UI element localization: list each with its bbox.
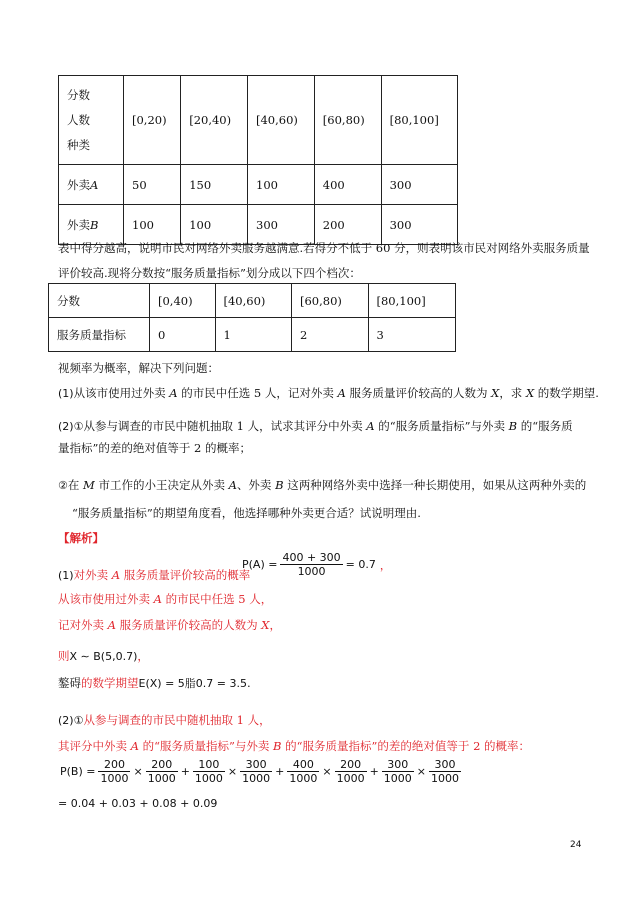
- text: 、外卖: [236, 478, 276, 492]
- denominator: 1000: [383, 772, 412, 785]
- text: 则: [58, 649, 70, 663]
- denominator: 1000: [431, 772, 460, 785]
- text: 的“服务质: [517, 419, 573, 433]
- text: 服务质量评价较高的人数为: [115, 618, 262, 632]
- question-number: (1): [58, 387, 74, 400]
- solution-step-2: [58, 591, 272, 607]
- var: B: [275, 478, 284, 492]
- denominator: 1000: [147, 772, 176, 785]
- table-cell: 300: [381, 205, 457, 245]
- binomial-expression: X ∼ B(5,0.7): [69, 650, 138, 663]
- table-cell: 400: [314, 165, 381, 205]
- table-cell: 100: [124, 205, 181, 245]
- text: 从参与调查的市民中随机抽取 1 人，: [83, 713, 271, 727]
- quality-index-table: [48, 283, 456, 352]
- fraction: [287, 758, 319, 785]
- column-header: [60,80): [292, 284, 369, 318]
- numerator: 200: [146, 758, 178, 772]
- probability-formula-a: [240, 551, 393, 578]
- expectation-expression: E(X) = 5脂0.7 = 3.5: [138, 677, 247, 690]
- text: 的“服务质量指标”与外卖: [138, 739, 274, 753]
- column-header: [80,100]: [368, 284, 456, 318]
- var: X: [261, 618, 270, 632]
- question-2-part-2-line-2: “服务质量指标”的期望角度看，他选择哪种外卖更合适？试说明理由.: [72, 506, 421, 520]
- column-header: [60,80): [314, 76, 381, 165]
- solution-step-4: [58, 648, 149, 665]
- var: A: [366, 419, 375, 433]
- table-cell: 3: [368, 318, 456, 352]
- text: 的“服务质量指标”的差的绝对值等于 2 的概率：: [281, 739, 531, 753]
- circle-marker: ①: [73, 420, 84, 433]
- text: 记对外卖: [58, 618, 108, 632]
- table-cell: 0: [150, 318, 216, 352]
- row-label-text: 外卖: [67, 217, 90, 232]
- punct: .: [246, 676, 251, 690]
- times-sign: ×: [322, 765, 332, 778]
- numerator: 300: [429, 758, 461, 772]
- text: 的市民中任选 5 人，记对外卖: [177, 386, 338, 400]
- diagonal-header-cell: [59, 76, 124, 165]
- table-row: [59, 205, 458, 245]
- intro-text-line-1: 表中得分越高，说明市民对网络外卖服务越满意.若得分不低于 60 分，则表明该市民对网络外卖服务质量: [58, 241, 590, 255]
- numerator: 100: [193, 758, 225, 772]
- numerator: 400 + 300: [282, 551, 341, 564]
- circle-marker: ②: [58, 479, 68, 492]
- text: 从该市使用过外卖: [58, 592, 154, 606]
- column-header: [40,60): [248, 76, 315, 165]
- table-cell: 100: [181, 205, 248, 245]
- numerator: 300: [240, 758, 272, 772]
- table-cell: 2: [292, 318, 369, 352]
- text: 其评分中外卖: [58, 739, 131, 753]
- plus-sign: +: [180, 765, 190, 778]
- table-header-row: [59, 76, 458, 165]
- text: 的市民中任选 5 人，: [161, 592, 273, 606]
- solution-step-3: [58, 617, 281, 633]
- column-header: [80,100]: [381, 76, 457, 165]
- table-cell: 300: [248, 205, 315, 245]
- question-2-part-2: [58, 477, 586, 494]
- text: 在: [67, 478, 84, 492]
- solution-step-1: [58, 567, 250, 584]
- times-sign: ×: [133, 765, 143, 778]
- text: 服务质量评价较高的人数为: [345, 386, 492, 400]
- header-line-type: 种类: [67, 137, 90, 152]
- var: B: [273, 739, 282, 753]
- denominator: 1000: [242, 772, 271, 785]
- table-row: [59, 165, 458, 205]
- table-cell: 100: [248, 165, 315, 205]
- row-label-b: [59, 205, 124, 245]
- fraction: [193, 758, 225, 785]
- numerator: 200: [335, 758, 367, 772]
- column-header: [40,60): [215, 284, 292, 318]
- question-2-part-1-line-2: 量指标”的差的绝对值等于 2 的概率；: [58, 441, 252, 455]
- probability-formula-b: [58, 758, 462, 785]
- question-2-part-1: [58, 418, 573, 435]
- formula-rhs: = 0.7: [345, 558, 376, 571]
- times-sign: ×: [416, 765, 427, 778]
- var: A: [111, 568, 121, 582]
- numerator: 300: [382, 758, 414, 772]
- row-label-var: A: [90, 177, 99, 192]
- fraction: [335, 758, 367, 785]
- plus-sign: +: [275, 765, 285, 778]
- var: A: [153, 592, 162, 606]
- row-label-a: [59, 165, 124, 205]
- var: A: [228, 478, 237, 492]
- fraction: [240, 758, 272, 785]
- text: 对外卖: [73, 568, 112, 582]
- row-label-text: 外卖: [67, 177, 90, 192]
- punct: ，: [379, 558, 391, 572]
- header-line-score: 分数: [67, 87, 90, 102]
- var: A: [337, 386, 346, 400]
- text: 从参与调查的市民中随机抽取 1 人，试求其评分中外卖: [83, 419, 367, 433]
- fraction: [280, 551, 342, 578]
- denominator: 1000: [194, 772, 223, 785]
- formula-lhs: P(B) =: [60, 765, 96, 778]
- score-distribution-table: [58, 75, 458, 245]
- table-cell: 200: [314, 205, 381, 245]
- text: 市工作的小王决定从外卖: [94, 478, 229, 492]
- table-cell: 150: [181, 165, 248, 205]
- probability-sum: = 0.04 + 0.03 + 0.08 + 0.09: [58, 797, 218, 810]
- column-header: [0,40): [150, 284, 216, 318]
- var: A: [169, 386, 178, 400]
- solution-step-5: [58, 675, 251, 692]
- step-number: (1): [58, 569, 74, 582]
- column-header: [0,20): [124, 76, 181, 165]
- punct: ，: [137, 649, 149, 663]
- text: ，求: [499, 386, 526, 400]
- text: 的数学期望: [81, 676, 139, 690]
- table-cell: 1: [215, 318, 292, 352]
- fraction: [429, 758, 461, 785]
- table-cell: 300: [381, 165, 457, 205]
- fraction: [146, 758, 178, 785]
- question-number: (2): [58, 420, 74, 433]
- table-row: [49, 284, 456, 318]
- plus-sign: +: [369, 765, 379, 778]
- var: B: [508, 419, 518, 433]
- solution-step-6: [58, 712, 271, 729]
- circle-marker: ①: [73, 714, 84, 727]
- denominator: 1000: [100, 772, 129, 785]
- var: X: [525, 386, 535, 400]
- solution-label: 【解析】: [58, 531, 104, 545]
- row-header: 服务质量指标: [49, 318, 150, 352]
- question-1: [58, 385, 599, 402]
- text: 的数学期望.: [534, 386, 599, 400]
- fraction: [98, 758, 130, 785]
- denominator: 1000: [336, 772, 365, 785]
- column-header: [20,40): [181, 76, 248, 165]
- denominator: 1000: [297, 565, 326, 578]
- text: ，: [269, 618, 281, 632]
- numerator: 200: [98, 758, 130, 772]
- text: 这两种网络外卖中选择一种长期使用，如果从这两种外卖的: [283, 478, 587, 492]
- numerator: 400: [287, 758, 319, 772]
- times-sign: ×: [227, 765, 238, 778]
- var: M: [83, 478, 95, 492]
- header-line-people: 人数: [67, 112, 90, 127]
- var: A: [107, 618, 116, 632]
- text: 的“服务质量指标”与外卖: [374, 419, 509, 433]
- table-row: [49, 318, 456, 352]
- var: A: [130, 739, 139, 753]
- text: 鏊碍: [58, 676, 81, 690]
- formula-lhs: P(A) =: [242, 558, 278, 571]
- var: X: [491, 386, 500, 400]
- page-number: 24: [570, 840, 582, 850]
- row-label-var: B: [90, 217, 99, 232]
- fraction: [382, 758, 414, 785]
- text: 从该市使用过外卖: [73, 386, 170, 400]
- intro-text-line-2: 评价较高.现将分数按“服务质量指标”划分成以下四个档次：: [58, 266, 361, 280]
- text: 服务质量评价较高的概率: [120, 568, 251, 582]
- frequency-note: 视频率为概率，解决下列问题：: [58, 361, 219, 375]
- solution-step-7: [58, 738, 530, 754]
- denominator: 1000: [289, 772, 318, 785]
- step-number: (2): [58, 714, 74, 727]
- table-cell: 50: [124, 165, 181, 205]
- row-header: 分数: [49, 284, 150, 318]
